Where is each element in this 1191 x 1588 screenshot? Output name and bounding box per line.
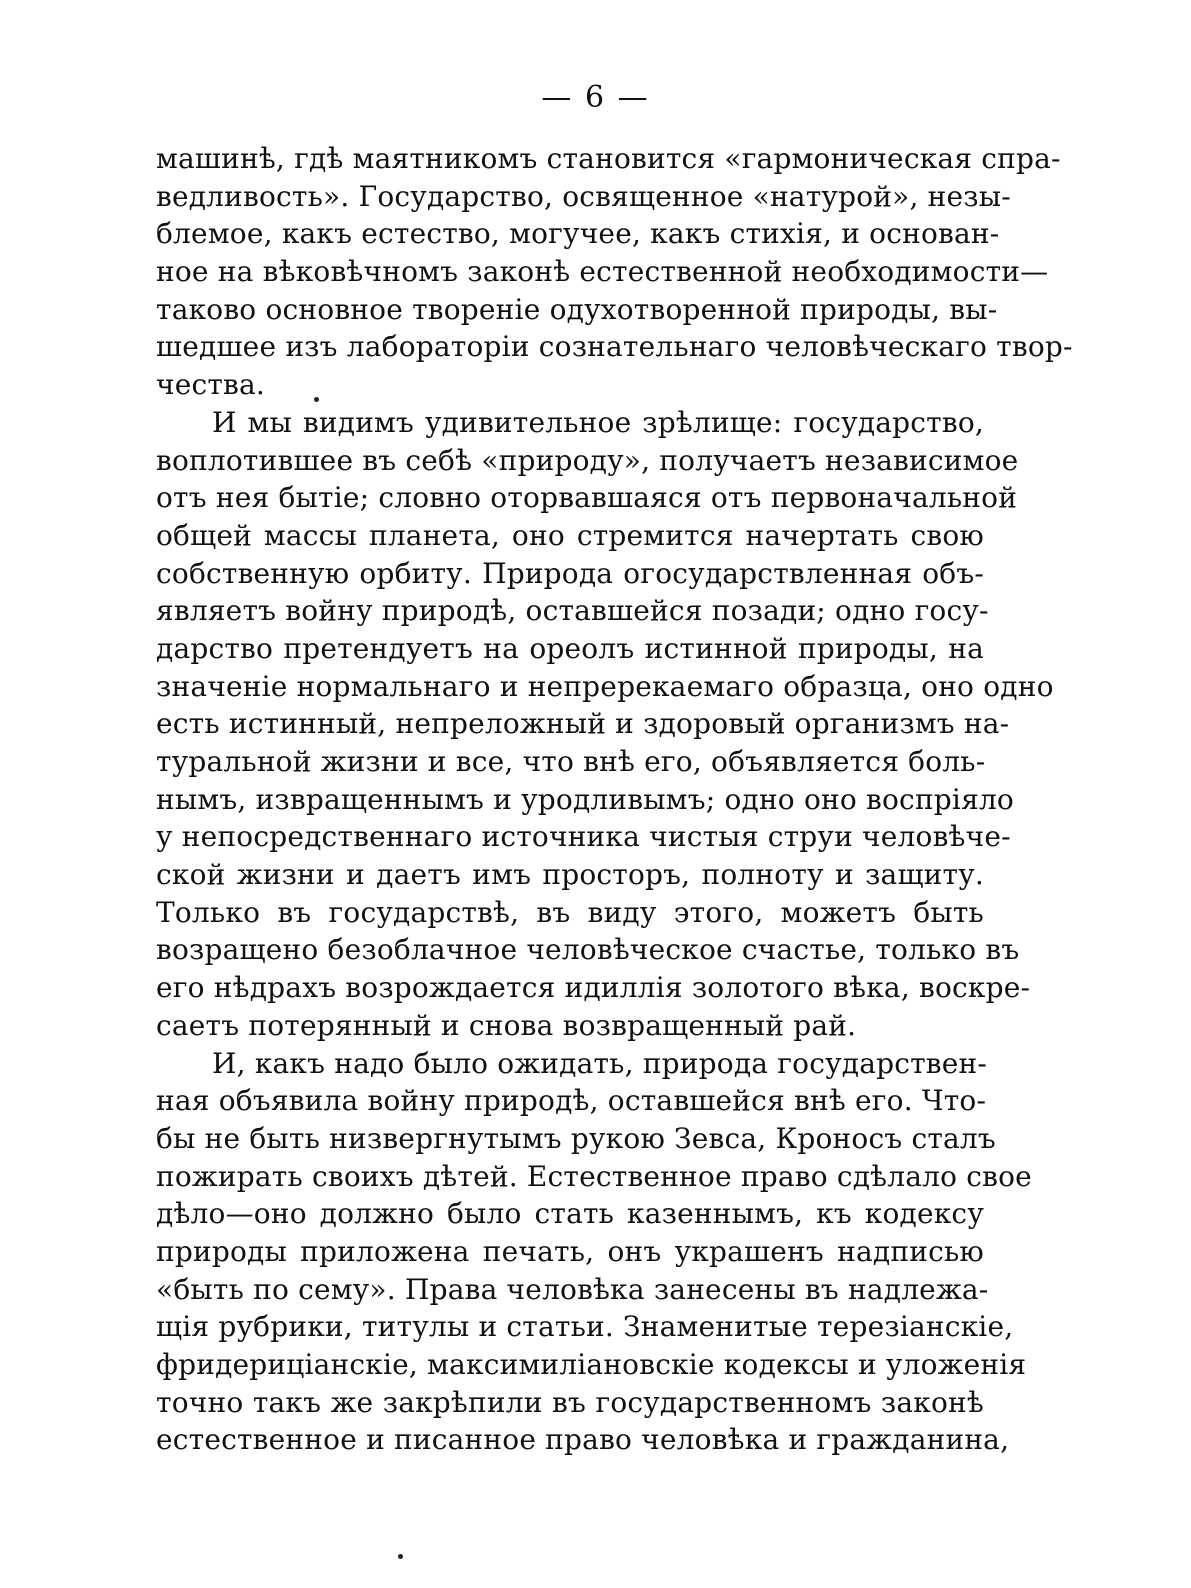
text-line: бы не быть низвергнутымъ рукою Зевса, Кроносъ сталъ: [156, 1121, 996, 1155]
text-line: у непосредственнаго источника чистыя струи человѣче-: [156, 820, 1011, 854]
text-line: естественное и писанное право человѣка и гражданина,: [156, 1423, 1010, 1457]
scan-speck: [314, 397, 319, 402]
text-line: его нѣдрахъ возрождается идиллія золотого вѣка, воскре-: [156, 971, 1031, 1005]
text-line: блемое, какъ естество, могучее, какъ стихія, и основан-: [156, 217, 1000, 251]
page-number: — 6 —: [541, 80, 650, 115]
text-line: воплотившее въ себѣ «природу», получаетъ независимое: [156, 443, 1019, 477]
text-line: ведливость». Государство, освященное «натурой», незы-: [156, 179, 1011, 213]
text-line: туральной жизни и все, что внѣ его, объявляется боль-: [156, 745, 986, 778]
text-line: ное на вѣковѣчномъ законѣ естественной необходимости—: [156, 255, 1049, 289]
text-line: есть истинный, непреложный и здоровый организмъ на-: [156, 707, 1010, 741]
paragraph-start-line: И, какъ надо было ожидать, природа государствен-: [212, 1046, 988, 1080]
text-line: собственную орбиту. Природа огосударствленная объ-: [156, 556, 984, 590]
text-line: дѣло—оно должно было стать казеннымъ, къ кодексу: [156, 1197, 984, 1231]
text-line: чества.: [156, 368, 266, 402]
text-line: являетъ войну природѣ, оставшейся позади; одно госу-: [156, 594, 989, 628]
scan-speck: [398, 1554, 403, 1559]
text-line: саетъ потерянный и снова возвращенный рай.: [156, 1008, 857, 1042]
text-line: ской жизни и даетъ имъ просторъ, полноту и защиту.: [156, 858, 984, 892]
text-line: значеніе нормальнаго и непререкаемаго образца, оно одно: [156, 669, 1054, 703]
text-line: общей массы планета, оно стремится начертать свою: [156, 518, 984, 552]
text-line: таково основное твореніе одухотворенной природы, вы-: [156, 292, 998, 326]
text-line: нымъ, извращеннымъ и уродливымъ; одно оно воспріяло: [156, 782, 1014, 816]
text-line: возращено безоблачное человѣческое счастье, только въ: [156, 933, 1020, 967]
text-line: природы приложена печать, онъ украшенъ надписью: [156, 1234, 984, 1268]
text-line: ная объявила войну природѣ, оставшейся внѣ его. Что-: [156, 1084, 987, 1118]
text-line: пожирать своихъ дѣтей. Естественное право сдѣлало свое: [156, 1159, 1032, 1193]
text-line: дарство претендуетъ на ореолъ истинной природы, на: [156, 631, 984, 665]
paragraph-start-line: И мы видимъ удивительное зрѣлище: государство,: [212, 405, 984, 439]
text-line: Только въ государствѣ, въ виду этого, можетъ быть: [156, 895, 984, 929]
body-text: [156, 140, 1073, 1459]
text-line: машинѣ, гдѣ маятникомъ становится «гармоническая спра-: [156, 142, 1061, 175]
text-line: фридерицiанскіе, максимиліановскіе кодексы и уложенія: [156, 1348, 1027, 1381]
text-line: отъ нея бытіе; словно оторвавшаяся отъ первоначальной: [156, 481, 1018, 515]
text-line: шедшее изъ лабораторіи сознательнаго человѣческаго твор-: [156, 330, 1073, 364]
text-line: щія рубрики, титулы и статьи. Знаменитые терезіанскіе,: [156, 1310, 1014, 1344]
text-line: «быть по сему». Права человѣка занесены въ надлежа-: [156, 1272, 989, 1306]
text-line: точно такъ же закрѣпили въ государственномъ законѣ: [156, 1385, 984, 1419]
